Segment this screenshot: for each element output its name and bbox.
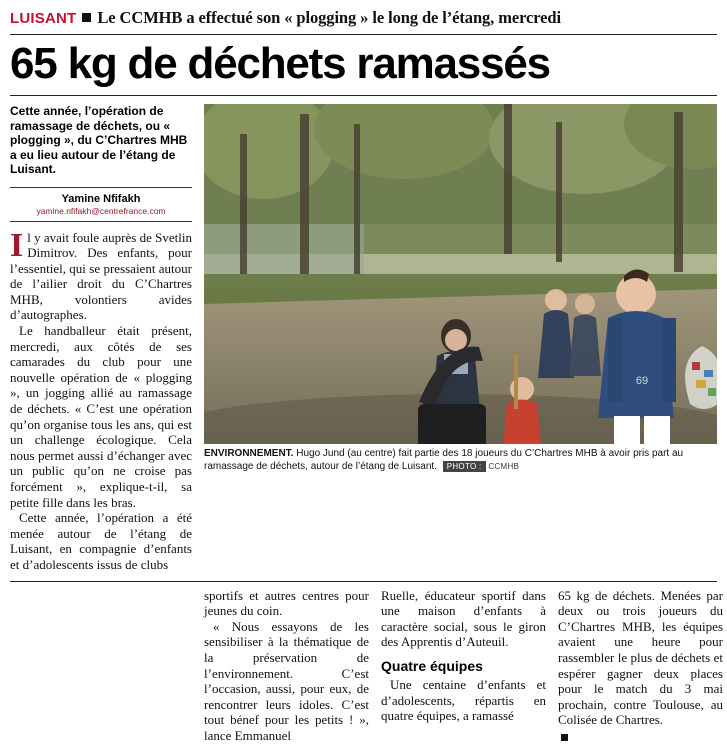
paragraph: 65 kg de déchets. Menées par deux ou trois joueurs du C’Chartres MHB, les équipes avaient une heure pour rassembler le plus de déchets et espérer gagner deux places pour le match du 3 mai prochain, contre Toulouse, au Colisée de Chartres. (558, 587, 723, 728)
paragraph: sportifs et autres centres pour jeunes du coin. (204, 587, 369, 619)
paragraph: l y avait foule auprès de Svetlin Dimitrov. Des enfants, pour l’essentiel, qui se pressaient autour de l’ailier droit du C’Chartres MHB, volontiers avides d’autographes. (10, 229, 192, 323)
lower-section (10, 587, 723, 746)
kicker-locality: LUISANT (10, 10, 77, 27)
square-bullet-icon (82, 13, 91, 22)
divider-byline-top (10, 187, 192, 188)
kicker-text: Le CCMHB a effectué son « plogging » le long de l’étang, mercredi (97, 8, 561, 27)
photo-block (204, 104, 717, 573)
divider-top (10, 34, 717, 35)
article-column-2 (204, 588, 369, 746)
caption-text: Hugo Jund (au centre) fait partie des 18 joueurs du C’Chartres MHB à avoir pris part au ramassage de déchets, autour de l’étang de Luisant. (204, 448, 684, 472)
left-column (10, 104, 192, 573)
divider-middle (10, 581, 717, 582)
spacer-column (10, 588, 192, 746)
byline-email[interactable]: yamine.nfifakh@centrefrance.com (36, 205, 166, 216)
divider-headline (10, 95, 717, 96)
photo-caption (204, 444, 717, 473)
paragraph: Le handballeur était présent, mercredi, aux côtés de ses camarades du club pour une nouvelle opération de « plogging », un jogging allié au ramassage de déchets. « C’est une opération qu’on organise tous les ans, qui est un challenge écologique. Cela nous permet aussi d’échanger avec un public qu’on ne croise pas forcément », explique-t-il, sa petite fille dans les bras. (10, 323, 192, 510)
svg-text:69: 69 (635, 375, 649, 387)
paragraph: Cette année, l’opération a été menée autour de l’étang de Luisant, en compagnie d’enfants et d’adolescents issus de clubs (10, 510, 192, 572)
article-column-1 (10, 226, 192, 573)
divider-byline-bottom (10, 221, 192, 222)
article-column-4 (558, 588, 723, 746)
end-mark-icon (561, 734, 568, 741)
paragraph: Une centaine d’enfants et d’adolescents, répartis en quatre équipes, a ramassé (381, 676, 546, 724)
kicker (10, 0, 717, 28)
upper-section (10, 104, 717, 573)
dropcap: I (10, 226, 24, 264)
article-photo (204, 104, 717, 444)
photo-credit-label: PHOTO : (443, 461, 486, 472)
caption-lead: ENVIRONNEMENT. (204, 448, 294, 459)
byline-author: Yamine Nfifakh (61, 192, 141, 205)
section-subheading: Quatre équipes (381, 657, 483, 674)
page-title: 65 kg de déchets ramassés (10, 39, 550, 88)
standfirst: Cette année, l’opération de ramassage de déchets, ou « plogging », du C’Chartres MHB a eu lieu autour de l’étang de Luisant. (10, 104, 188, 176)
paragraph: « Nous essayons de les sensibiliser à la thématique de la préservation de l’environnement. C’est l’occasion, aussi, pour eux, de rencontrer leurs idoles. C’est tout bénef pour les petits ! », lance Emmanuel (204, 618, 369, 743)
photo-illustration (204, 104, 717, 444)
article-column-3 (381, 588, 546, 746)
photo-credit-value: CCMHB (488, 461, 520, 471)
paragraph: Ruelle, éducateur sportif dans une maison d’enfants à caractère social, sous le giron des Apprentis d’Auteuil. (381, 587, 546, 650)
